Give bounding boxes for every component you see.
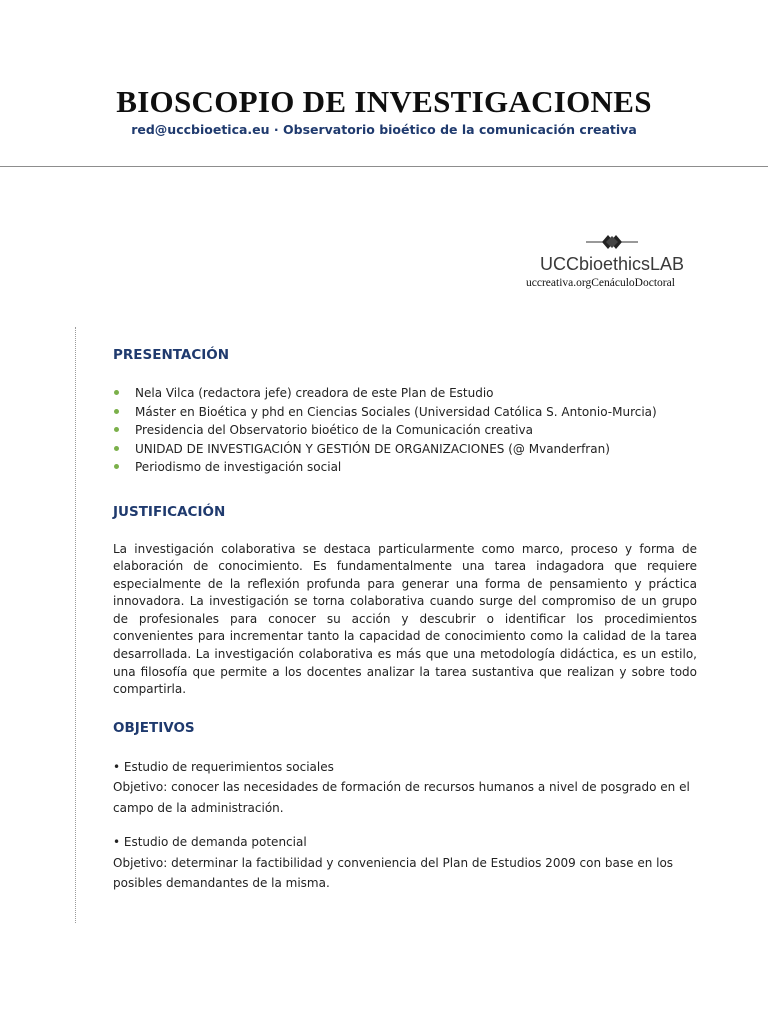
list-item <box>113 421 697 440</box>
justificacion-paragraph: La investigación colaborativa se destaca particularmente como marco, proceso y forma de elaboración de conocimiento. Es fundamentalmente una tarea indagadora que requiere especialmente de la reflexión profunda para generar una forma de pensamiento y práctica innovadora. La investigación se torna colaborativa cuando surge del compromiso de un grupo de profesionales para conocer su acción y descubrir o identificar los procedimientos convenientes para incrementar tanto la capacidad de conocimiento como la calidad de la tarea desarrollada. La investigación colaborativa es más que una metodología didáctica, es un estilo, una filosofía que permite a los docentes analizar la tarea sustantiva que realizan y sobre todo compartirla. <box>113 541 697 697</box>
list-item <box>113 458 697 477</box>
list-item-text: Periodismo de investigación social <box>135 460 342 474</box>
logo <box>524 232 702 292</box>
section-presentacion <box>113 346 697 477</box>
objective-title: • Estudio de requerimientos sociales <box>113 759 334 774</box>
objective-item <box>113 832 697 894</box>
document-subtitle: red@uccbioetica.eu · Observatorio bioético de la comunicación creativa <box>131 122 637 137</box>
section-justificacion <box>113 503 697 699</box>
bullet-icon <box>114 390 119 395</box>
list-item <box>113 403 697 422</box>
objective-text: Objetivo: determinar la factibilidad y conveniencia del Plan de Estudios 2009 con base en los posibles demandantes de la misma. <box>113 855 674 891</box>
presentacion-list <box>113 384 697 477</box>
list-item-text: Presidencia del Observatorio bioético de la Comunicación creativa <box>135 423 533 437</box>
section-objetivos <box>113 719 697 894</box>
document-body <box>113 346 697 908</box>
logo-name: UCCbioethicsLAB <box>540 254 685 274</box>
objective-text: Objetivo: conocer las necesidades de formación de recursos humanos a nivel de posgrado en el campo de la administración. <box>113 780 690 815</box>
list-item-text: Máster en Bioética y phd en Ciencias Sociales (Universidad Católica S. Antonio-Murcia) <box>135 404 657 419</box>
list-item <box>113 440 697 459</box>
list-item-text: UNIDAD DE INVESTIGACIÓN Y GESTIÓN DE ORGANIZACIONES (@ Mvanderfran) <box>135 441 610 456</box>
bullet-icon <box>114 446 119 451</box>
bullet-icon <box>114 409 119 414</box>
bullet-icon <box>114 464 119 469</box>
section-heading: PRESENTACIÓN <box>113 347 230 363</box>
section-heading: OBJETIVOS <box>113 719 195 736</box>
objective-title: • Estudio de demanda potencial <box>113 835 307 850</box>
list-item <box>113 384 697 403</box>
objective-item <box>113 757 697 819</box>
logo-tagline: uccreativa.orgCenáculoDoctoral <box>526 277 675 289</box>
document-title: BIOSCOPIO DE INVESTIGACIONES <box>116 84 652 119</box>
bullet-icon <box>114 427 119 432</box>
list-item-text: Nela Vilca (redactora jefe) creadora de este Plan de Estudio <box>135 386 494 400</box>
diamond-logo-icon <box>586 232 638 252</box>
section-heading: JUSTIFICACIÓN <box>113 503 226 520</box>
margin-dotted-line <box>75 327 76 923</box>
header-divider <box>0 166 768 167</box>
